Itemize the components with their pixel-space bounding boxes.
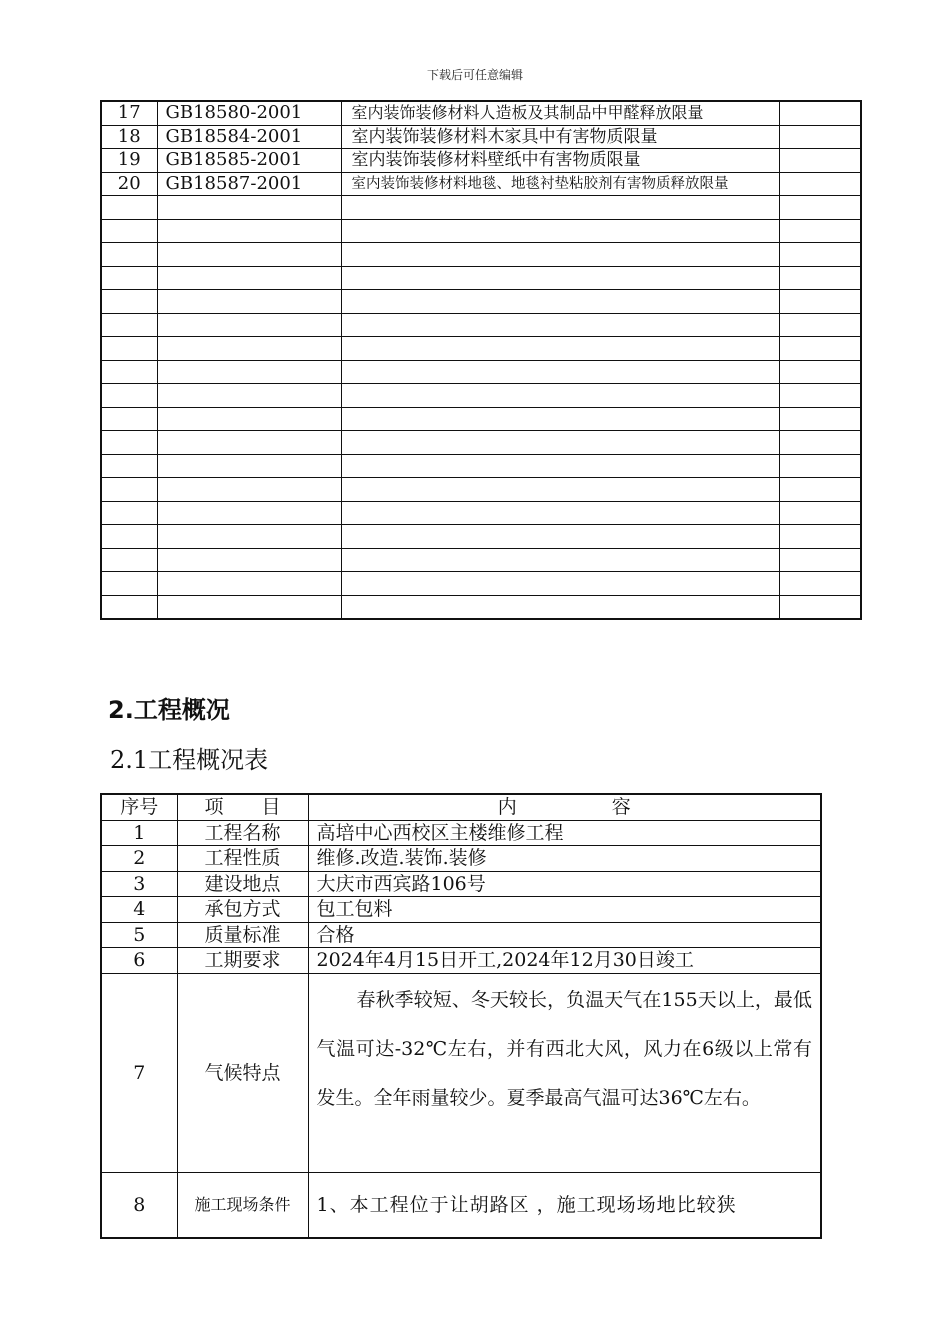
empty-cell	[101, 407, 157, 431]
row-item: 工程名称	[177, 820, 308, 846]
empty-cell	[101, 290, 157, 314]
header-note: 下载后可任意编辑	[426, 68, 523, 82]
row-number: 3	[101, 871, 177, 897]
empty-cell	[101, 337, 157, 361]
empty-cell	[779, 290, 861, 314]
empty-cell	[779, 572, 861, 596]
row-content: 维修.改造.装饰.装修	[308, 846, 821, 872]
row-number: 5	[101, 922, 177, 948]
empty-cell	[101, 525, 157, 549]
empty-cell	[779, 243, 861, 267]
table-row-climate	[101, 973, 821, 1172]
standard-name: 室内装饰装修材料壁纸中有害物质限量	[341, 149, 779, 173]
empty-cell	[341, 525, 779, 549]
empty-cell	[779, 266, 861, 290]
table-row	[101, 846, 821, 872]
empty-table-row	[101, 337, 861, 361]
empty-cell	[779, 595, 861, 619]
row-number: 7	[101, 973, 177, 1172]
empty-cell	[341, 548, 779, 572]
standard-name: 室内装饰装修材料木家具中有害物质限量	[341, 125, 779, 149]
empty-cell	[779, 219, 861, 243]
remark-cell	[779, 101, 861, 125]
row-item: 建设地点	[177, 871, 308, 897]
standard-code: GB18584-2001	[157, 125, 341, 149]
row-content: 高培中心西校区主楼维修工程	[308, 820, 821, 846]
row-number: 19	[101, 149, 157, 173]
row-content: 包工包料	[308, 897, 821, 923]
empty-cell	[341, 290, 779, 314]
empty-table-row	[101, 266, 861, 290]
empty-cell	[779, 501, 861, 525]
table-row	[101, 948, 821, 974]
standard-code: GB18585-2001	[157, 149, 341, 173]
overview-table	[100, 793, 822, 1239]
empty-cell	[101, 313, 157, 337]
row-item: 质量标准	[177, 922, 308, 948]
table-header-row	[101, 794, 821, 820]
empty-cell	[157, 313, 341, 337]
empty-cell	[341, 243, 779, 267]
empty-table-row	[101, 595, 861, 619]
row-content: 2024年4月15日开工,2024年12月30日竣工	[308, 948, 821, 974]
empty-cell	[157, 266, 341, 290]
row-number: 17	[101, 101, 157, 125]
empty-table-row	[101, 407, 861, 431]
standard-code: GB18580-2001	[157, 101, 341, 125]
row-content: 大庆市西宾路106号	[308, 871, 821, 897]
row-item: 施工现场条件	[177, 1172, 308, 1238]
remark-cell	[779, 125, 861, 149]
empty-cell	[101, 360, 157, 384]
empty-table-row	[101, 384, 861, 408]
row-content: 合格	[308, 922, 821, 948]
empty-cell	[779, 478, 861, 502]
empty-table-row	[101, 243, 861, 267]
empty-cell	[341, 478, 779, 502]
empty-table-row	[101, 196, 861, 220]
empty-cell	[101, 478, 157, 502]
empty-table-row	[101, 454, 861, 478]
empty-table-row	[101, 360, 861, 384]
row-item: 承包方式	[177, 897, 308, 923]
empty-cell	[341, 572, 779, 596]
table-row	[101, 897, 821, 923]
row-number: 20	[101, 172, 157, 196]
empty-cell	[101, 572, 157, 596]
empty-cell	[157, 196, 341, 220]
table-row-site	[101, 1172, 821, 1238]
row-number: 6	[101, 948, 177, 974]
standards-table	[100, 100, 862, 620]
empty-cell	[101, 548, 157, 572]
row-number: 8	[101, 1172, 177, 1238]
climate-description	[308, 973, 821, 1172]
standard-code: GB18587-2001	[157, 172, 341, 196]
header-item: 项 目	[177, 794, 308, 820]
empty-cell	[779, 360, 861, 384]
empty-cell	[101, 501, 157, 525]
empty-cell	[157, 595, 341, 619]
remark-cell	[779, 149, 861, 173]
empty-cell	[101, 595, 157, 619]
row-number: 18	[101, 125, 157, 149]
empty-cell	[341, 313, 779, 337]
empty-table-row	[101, 478, 861, 502]
empty-table-row	[101, 572, 861, 596]
empty-cell	[341, 266, 779, 290]
empty-cell	[341, 501, 779, 525]
header-content: 内 容	[308, 794, 821, 820]
empty-cell	[779, 313, 861, 337]
empty-cell	[101, 431, 157, 455]
empty-cell	[101, 454, 157, 478]
empty-cell	[101, 196, 157, 220]
empty-cell	[157, 384, 341, 408]
row-item: 气候特点	[177, 973, 308, 1172]
standard-name: 室内装饰装修材料地毯、地毯衬垫粘胶剂有害物质释放限量	[341, 172, 779, 196]
empty-cell	[157, 431, 341, 455]
empty-cell	[341, 384, 779, 408]
row-item: 工期要求	[177, 948, 308, 974]
table-row	[101, 125, 861, 149]
empty-cell	[779, 196, 861, 220]
empty-cell	[157, 290, 341, 314]
empty-cell	[101, 219, 157, 243]
remark-cell	[779, 172, 861, 196]
row-number: 1	[101, 820, 177, 846]
empty-cell	[157, 243, 341, 267]
table-row	[101, 922, 821, 948]
subsection-title: 2.1工程概况表	[110, 746, 269, 774]
empty-cell	[341, 407, 779, 431]
empty-cell	[341, 360, 779, 384]
empty-cell	[341, 454, 779, 478]
empty-cell	[779, 384, 861, 408]
empty-cell	[157, 525, 341, 549]
empty-cell	[157, 501, 341, 525]
table-row	[101, 149, 861, 173]
empty-cell	[157, 219, 341, 243]
empty-cell	[157, 454, 341, 478]
standard-name: 室内装饰装修材料人造板及其制品中甲醛释放限量	[341, 101, 779, 125]
empty-cell	[341, 431, 779, 455]
empty-cell	[341, 219, 779, 243]
empty-cell	[101, 266, 157, 290]
empty-cell	[779, 407, 861, 431]
empty-cell	[779, 525, 861, 549]
section-title: 2.工程概况	[108, 696, 230, 724]
row-number: 4	[101, 897, 177, 923]
empty-table-row	[101, 219, 861, 243]
header-no: 序号	[101, 794, 177, 820]
empty-cell	[157, 478, 341, 502]
table-row	[101, 172, 861, 196]
empty-cell	[101, 243, 157, 267]
empty-cell	[779, 454, 861, 478]
table-row	[101, 101, 861, 125]
empty-cell	[779, 337, 861, 361]
table-row	[101, 871, 821, 897]
empty-cell	[341, 337, 779, 361]
empty-table-row	[101, 501, 861, 525]
climate-text: 春秋季较短、冬天较长，负温天气在155天以上，最低气温可达-32℃左右，并有西北大风，风力在6级以上常有发生。全年雨量较少。夏季最高气温可达36℃左右。	[316, 988, 812, 1109]
empty-cell	[101, 384, 157, 408]
empty-cell	[157, 337, 341, 361]
empty-cell	[157, 360, 341, 384]
empty-table-row	[101, 313, 861, 337]
table-row	[101, 820, 821, 846]
empty-cell	[779, 548, 861, 572]
row-number: 2	[101, 846, 177, 872]
empty-table-row	[101, 525, 861, 549]
empty-table-row	[101, 431, 861, 455]
empty-cell	[157, 548, 341, 572]
empty-table-row	[101, 548, 861, 572]
row-item: 工程性质	[177, 846, 308, 872]
empty-cell	[341, 196, 779, 220]
empty-cell	[341, 595, 779, 619]
empty-cell	[779, 431, 861, 455]
empty-table-row	[101, 290, 861, 314]
empty-cell	[157, 407, 341, 431]
site-conditions: 1、本工程位于让胡路区 ，施工现场场地比较狭	[308, 1172, 821, 1238]
empty-cell	[157, 572, 341, 596]
